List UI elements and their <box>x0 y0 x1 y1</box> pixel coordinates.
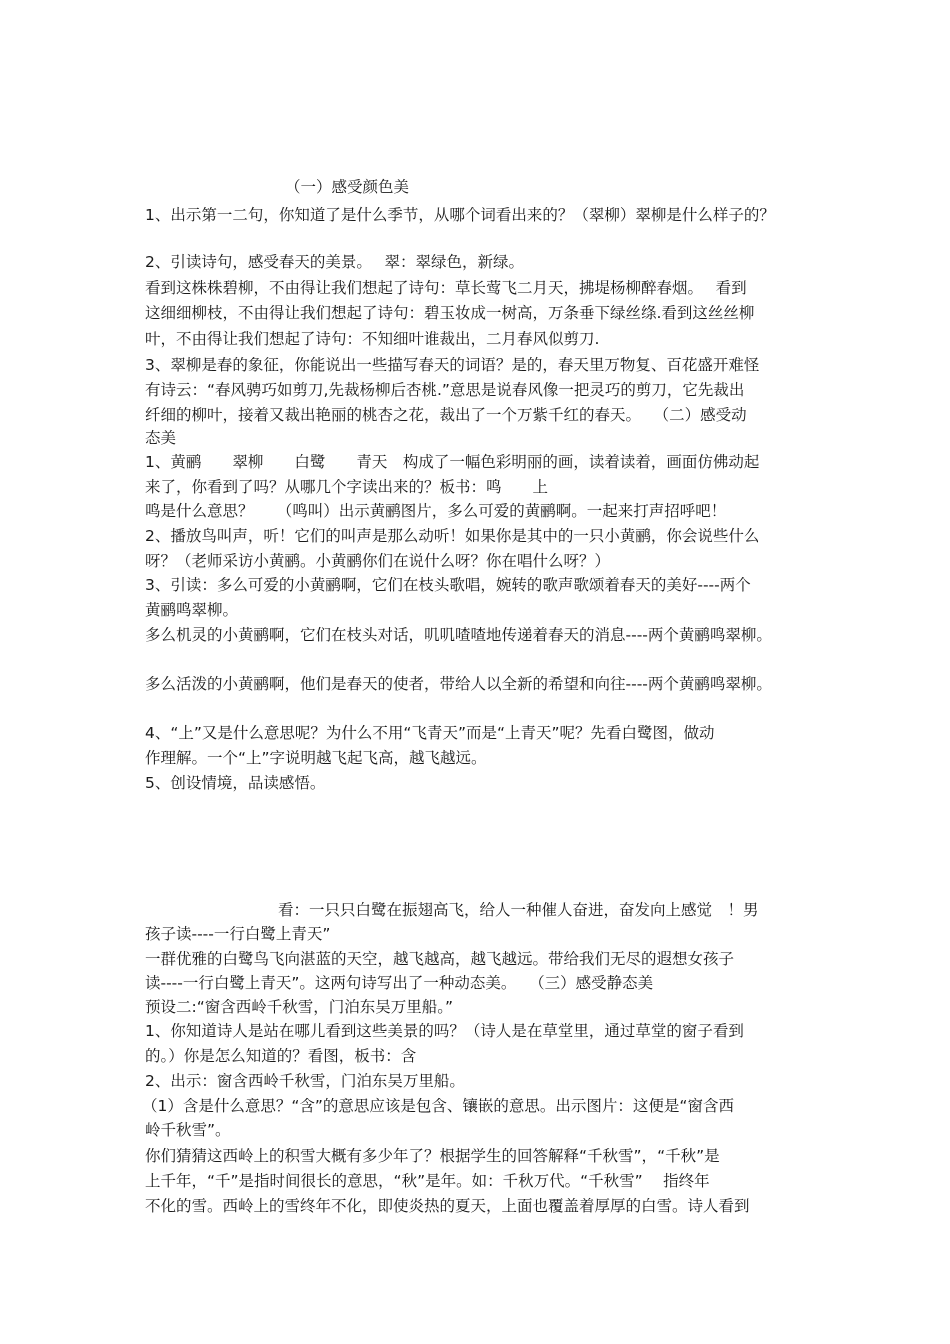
text-line: 预设二:“窗含西岭千秋雪，门泊东吴万里船。” <box>145 998 454 1016</box>
text-line: 这细细柳枝，不由得让我们想起了诗句：碧玉妆成一树高，万条垂下绿丝绦.看到这丝丝柳 <box>145 304 755 322</box>
text-line: 孩子读----一行白鹭上青天” <box>145 925 331 943</box>
text-line: 读----一行白鹭上青天”。这两句诗写出了一种动态美。 （三）感受静态美 <box>145 974 654 992</box>
text-line: 鸣是什么意思？ （鸣叫）出示黄鹂图片，多么可爱的黄鹂啊。一起来打声招呼吧！ <box>145 502 727 520</box>
text-line: 你们猜猜这西岭上的积雪大概有多少年了？根据学生的回答解释“千秋雪”，“千秋”是 <box>145 1147 720 1165</box>
text-line: 有诗云：“春风骋巧如剪刀,先裁杨柳后杏桃.”意思是说春风像一把灵巧的剪刀，它先裁出 <box>145 381 745 399</box>
text-line: 态美 <box>145 429 177 447</box>
text-line: 上千年，“千”是指时间很长的意思，“秋”是年。如：千秋万代。“千秋雪” 指终年 <box>145 1172 710 1190</box>
text-line: 纤细的柳叶，接着又裁出艳丽的桃杏之花，裁出了一个万紫千红的春天。 （二）感受动 <box>145 406 747 424</box>
text-line: 2、出示：窗含西岭千秋雪，门泊东吴万里船。 <box>145 1072 465 1090</box>
text-line: 5、创设情境，品读感悟。 <box>145 774 326 792</box>
text-line: 看到这株株碧柳，不由得让我们想起了诗句：草长莺飞二月天，拂堤杨柳醉春烟。 看到 <box>145 279 747 297</box>
text-line: 来了，你看到了吗？从哪几个字读出来的？板书：鸣 上 <box>145 478 549 496</box>
text-line: 3、翠柳是春的象征，你能说出一些描写春天的词语？是的，春天里万物复、百花盛开难怪 <box>145 356 760 374</box>
text-line: 一群优雅的白鹭鸟飞向湛蓝的天空，越飞越高，越飞越远。带给我们无尽的遐想女孩子 <box>145 950 735 968</box>
text-line: 岭千秋雪”。 <box>145 1121 231 1139</box>
text-line: 3、引读：多么可爱的小黄鹂啊，它们在枝头歌唱，婉转的歌声歌颂着春天的美好----两个 <box>145 576 751 594</box>
text-line: 多么活泼的小黄鹂啊，他们是春天的使者，带给人以全新的希望和向往----两个黄鹂鸣翠柳。 <box>145 675 772 693</box>
text-line: 4、“上”又是什么意思呢？为什么不用“飞青天”而是“上青天”呢？先看白鹭图，做动 <box>145 724 715 742</box>
text-line: 多么机灵的小黄鹂啊，它们在枝头对话，叽叽喳喳地传递着春天的消息----两个黄鹂鸣翠柳。 <box>145 626 772 644</box>
section-heading-color: （一）感受颜色美 <box>285 178 410 196</box>
text-line: 作理解。一个“上”字说明越飞起飞高，越飞越远。 <box>145 749 487 767</box>
text-line: 看：一只只白鹭在振翅高飞，给人一种催人奋进，奋发向上感觉 ！男 <box>278 901 759 919</box>
text-line: 2、引读诗句，感受春天的美景。 翠：翠绿色，新绿。 <box>145 253 525 271</box>
text-line: 不化的雪。西岭上的雪终年不化，即使炎热的夏天，上面也覆盖着厚厚的白雪。诗人看到 <box>145 1197 750 1215</box>
text-line: 1、出示第一二句，你知道了是什么季节，从哪个词看出来的？（翠柳）翠柳是什么样子的？ <box>145 206 775 224</box>
text-line: （1）含是什么意思？“含”的意思应该是包含、镶嵌的意思。出示图片：这便是“窗含西 <box>142 1097 734 1115</box>
text-line: 的。）你是怎么知道的？看图，板书：含 <box>145 1047 417 1065</box>
text-line: 2、播放鸟叫声，听！它们的叫声是那么动听！如果你是其中的一只小黄鹂，你会说些什么 <box>145 527 760 545</box>
text-line: 黄鹂鸣翠柳。 <box>145 601 239 619</box>
text-line: 1、黄鹂 翠柳 白鹭 青天 构成了一幅色彩明丽的画，读着读着，画面仿佛动起 <box>145 453 760 471</box>
text-line: 叶，不由得让我们想起了诗句：不知细叶谁裁出，二月春风似剪刀. <box>145 330 600 348</box>
text-line: 呀？（老师采访小黄鹂。小黄鹂你们在说什么呀？你在唱什么呀？） <box>145 552 611 570</box>
text-line: 1、你知道诗人是站在哪儿看到这些美景的吗？（诗人是在草堂里，通过草堂的窗子看到 <box>145 1022 744 1040</box>
